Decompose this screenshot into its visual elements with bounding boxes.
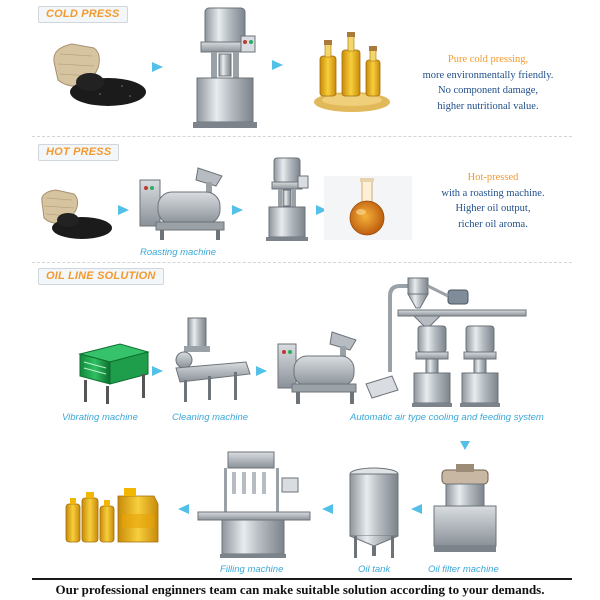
footer-text: Our professional enginners team can make suitable solution according to your demands. [55, 582, 545, 597]
roasting-machine-icon [276, 330, 360, 408]
flow-arrow [152, 62, 163, 72]
oil-bottles-icon [312, 32, 392, 114]
description-line: Higher oil output, [455, 203, 531, 214]
flow-arrow [178, 504, 189, 514]
description-line: richer oil aroma. [458, 218, 528, 230]
hydraulic-press-icon [185, 6, 265, 130]
flow-arrow [322, 504, 333, 514]
flow-arrow [118, 205, 129, 215]
flow-arrow [460, 441, 470, 450]
oil-line-tag: OIL LINE SOLUTION [38, 268, 164, 285]
section-divider [32, 136, 572, 137]
seed-sack-icon [38, 188, 116, 242]
oil-filter-caption: Oil filter machine [428, 564, 499, 575]
flow-arrow [232, 205, 243, 215]
cleaning-machine-caption: Cleaning machine [172, 412, 249, 423]
seed-sack-icon [50, 42, 150, 110]
oil-tank-icon [346, 466, 402, 562]
flow-arrow [272, 60, 283, 70]
cold-press-tag: COLD PRESS [38, 6, 128, 23]
hot-press-tag: HOT PRESS [38, 144, 119, 161]
flow-arrow [256, 366, 267, 376]
roasting-machine-caption: Roasting machine [140, 247, 217, 258]
description-line: No component damage, [437, 85, 538, 96]
oil-flask-icon [324, 176, 412, 240]
oil-tank-caption: Oil tank [358, 564, 391, 575]
vibrating-machine-caption: Vibrating machine [62, 412, 138, 423]
cleaning-machine-icon [170, 316, 252, 406]
cooling-feeding-caption: Automatic air type cooling and feeding system [350, 412, 544, 423]
filling-machine-icon [196, 450, 312, 560]
description-line: more environmentally friendly. [422, 69, 554, 81]
hot-press-description [410, 170, 576, 232]
roasting-machine-icon [136, 164, 228, 242]
oil-jugs-icon [62, 484, 162, 544]
section-divider [32, 262, 572, 263]
description-line: Pure cold pressing, [447, 54, 529, 65]
filling-machine-caption: Filling machine [220, 564, 284, 575]
flow-arrow [411, 504, 422, 514]
vibrating-screen-icon [76, 340, 152, 406]
description-line: with a roasting machine. [441, 187, 545, 199]
conveyor-cyclone-icon [358, 272, 528, 410]
cold-press-description [400, 52, 576, 114]
description-line: higher nutritional value. [437, 100, 539, 112]
flow-arrow [152, 366, 163, 376]
oil-filter-icon [430, 464, 500, 556]
footer-divider [32, 578, 572, 580]
hydraulic-press-icon [262, 156, 312, 242]
description-line: Hot-pressed [467, 172, 519, 183]
